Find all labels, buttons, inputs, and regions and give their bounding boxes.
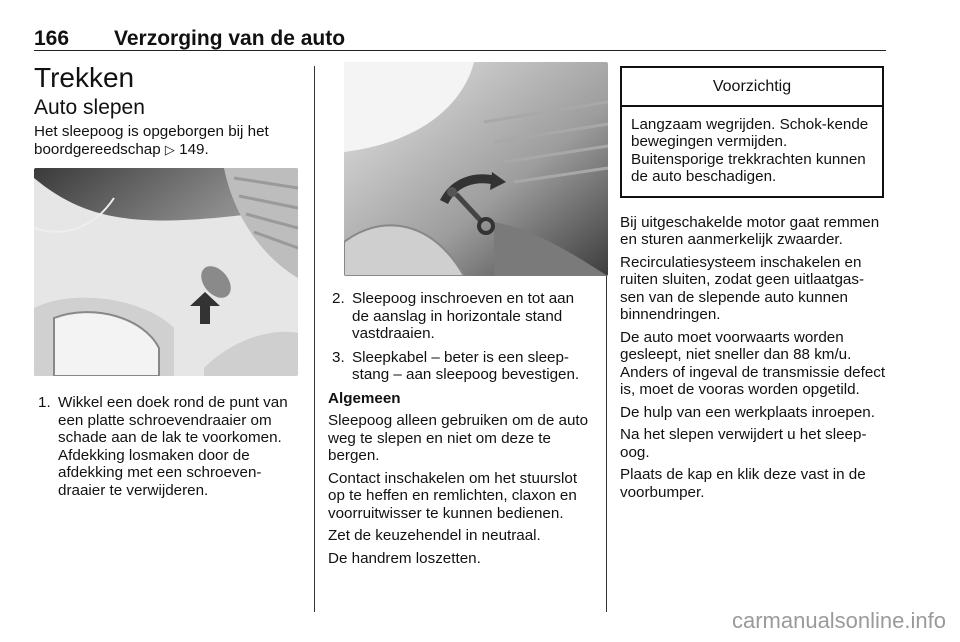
right-column <box>620 66 886 506</box>
middle-column <box>328 62 594 572</box>
figure-tow-eye <box>344 62 608 276</box>
reference-arrow-icon: ▷ <box>164 141 175 157</box>
watermark: carmanualsonline.info <box>731 608 946 633</box>
intro-paragraph <box>34 123 302 158</box>
paragraph: Sleepoog alleen gebruiken om de auto weg te slepen en niet om deze te bergen. <box>328 412 589 464</box>
step-text: Wikkel een doek rond de punt van een platte schroevendraaier om schade aan de lak te voorkomen. Afdekking losmaken door de afdekking met een schroeven-draaier te verwijderen. <box>58 394 288 499</box>
paragraph: Bij uitgeschakelde motor gaat remmen en sturen aanmerkelijk zwaarder. <box>620 213 880 248</box>
running-title: Verzorging van de auto <box>114 27 346 50</box>
steps-list-middle <box>328 290 594 384</box>
step-number: 3. <box>332 348 345 366</box>
intro-text: Het sleepoog is opgeborgen bij het boordgereedschap <box>34 123 269 158</box>
page-number: 166 <box>34 27 70 50</box>
column-divider-left <box>314 66 315 612</box>
step-number: 2. <box>332 290 345 307</box>
list-item-step-3 <box>328 349 594 384</box>
step-text: Sleepoog inschroeven en tot aan de aanslag in horizontale stand vastdraaien. <box>352 290 575 342</box>
bumper-cover-illustration <box>34 168 298 376</box>
list-item-step-2 <box>328 290 594 343</box>
subsection-title: Auto slepen <box>34 96 145 119</box>
paragraph: Contact inschakelen om het stuurslot op te heffen en remlichten, claxon en voorruitwisser te kunnen bedienen. <box>328 469 578 522</box>
caution-text: Langzaam wegrijden. Schok-kende bewegingen vermijden. Buitensporige trekkrachten kunnen de auto beschadigen. <box>631 115 869 185</box>
paragraph: Plaats de kap en klik deze vast in de voorbumper. <box>620 466 866 501</box>
paragraph: De auto moet voorwaarts worden gesleept, niet sneller dan 88 km/u. Anders of ingeval de transmissie defect is, moet de vooras worden opgetild. <box>620 328 886 398</box>
caution-box <box>620 66 884 198</box>
figure-bumper-cover <box>34 168 298 376</box>
paragraph: Na het slepen verwijdert u het sleep-oog. <box>620 426 867 461</box>
caution-title: Voorzichtig <box>622 68 882 107</box>
steps-list-left <box>34 394 302 499</box>
intro-page-ref[interactable]: 149. <box>179 140 209 158</box>
step-number: 1. <box>38 394 51 411</box>
left-column <box>34 62 302 505</box>
step-text: Sleepkabel – beter is een sleep-stang – aan sleepoog bevestigen. <box>352 348 580 383</box>
list-item-step-1 <box>34 394 302 499</box>
header-rule <box>34 50 886 51</box>
paragraph: Zet de keuzehendel in neutraal. <box>328 527 541 544</box>
general-heading: Algemeen <box>328 389 401 407</box>
paragraph: De hulp van een werkplaats inroepen. <box>620 403 875 421</box>
paragraph: De handrem loszetten. <box>328 549 481 567</box>
section-title: Trekken <box>34 62 135 93</box>
tow-eye-illustration <box>344 62 608 276</box>
paragraph: Recirculatiesysteem inschakelen en ruiten sluiten, zodat geen uitlaatgas-sen van de slepende auto kunnen binnendringen. <box>620 253 865 323</box>
